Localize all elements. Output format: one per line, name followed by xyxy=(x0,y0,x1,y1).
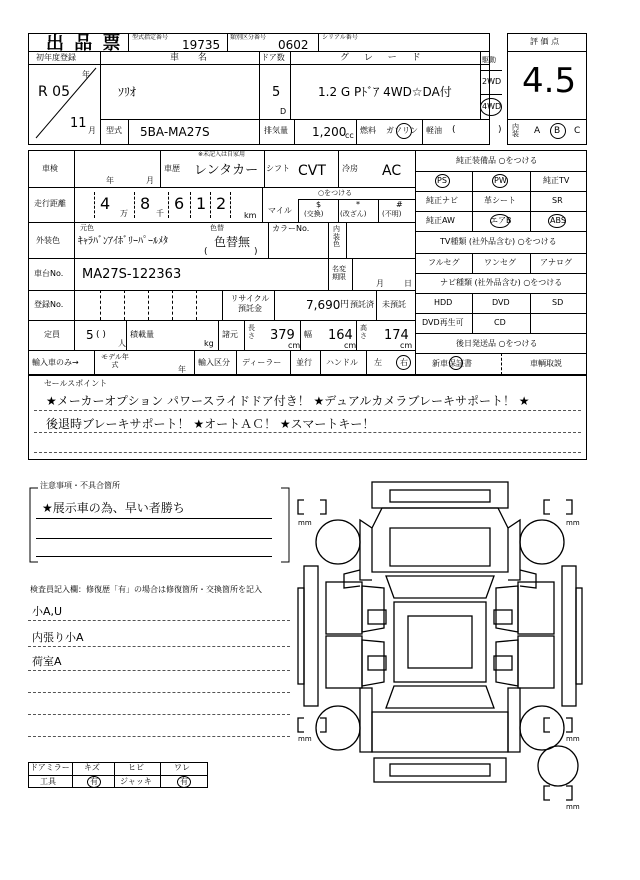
score-value: 4.5 xyxy=(522,61,577,101)
original-color: ｷｬﾗﾊﾞﾝｱｲﾎﾞﾘｰﾊﾟｰﾙﾒﾀ xyxy=(78,236,168,247)
ac-value: AC xyxy=(382,163,402,179)
length: 379 xyxy=(270,328,295,343)
notes-line-1: ★展示車の為、早い者勝ち xyxy=(42,501,185,515)
grade: 1.2 G Pﾄﾞｱ 4WD☆DA付 xyxy=(318,85,452,99)
first-reg-month: 11 xyxy=(70,116,87,131)
car-name: ｿﾘｵ xyxy=(118,85,137,99)
height: 174 xyxy=(384,328,409,343)
chassis-number: MA27S-122363 xyxy=(82,267,182,282)
sales-line-1: ★メーカーオプション パワースライドドア付き！ ★デュアルカメラブレーキサポート！ ★ xyxy=(46,394,530,408)
drive-4wd: 4WD xyxy=(482,102,502,111)
drive-2wd: 2WD xyxy=(482,77,502,86)
door-count: 5 xyxy=(272,85,281,100)
fuel-gasoline: ガソリン xyxy=(386,126,418,135)
form-model-number: 19735 xyxy=(182,38,221,52)
inspector-line-3: 荷室A xyxy=(32,655,62,668)
recycle-amount: 7,690 xyxy=(306,298,341,312)
shift-value: CVT xyxy=(298,163,326,179)
displacement: 1,200 xyxy=(312,125,347,139)
width: 164 xyxy=(328,328,353,343)
repaint-value: 色替無 xyxy=(214,235,251,249)
capacity: 5 xyxy=(86,328,94,342)
car-damage-diagram xyxy=(290,476,590,816)
inspector-line-1: 小A,U xyxy=(32,605,63,618)
history-value: レンタカー xyxy=(194,163,259,178)
sales-line-2: 後退時ブレーキサポート！ ★オートＡＣ！ ★スマートキー！ xyxy=(46,417,375,431)
model-code: 5BA-MA27S xyxy=(140,125,210,139)
form-title: 出 品 票 xyxy=(46,33,123,54)
inspector-line-2: 内張り小A xyxy=(32,631,84,644)
first-reg-year: R 05 xyxy=(38,84,70,100)
category-number: 0602 xyxy=(278,38,309,52)
